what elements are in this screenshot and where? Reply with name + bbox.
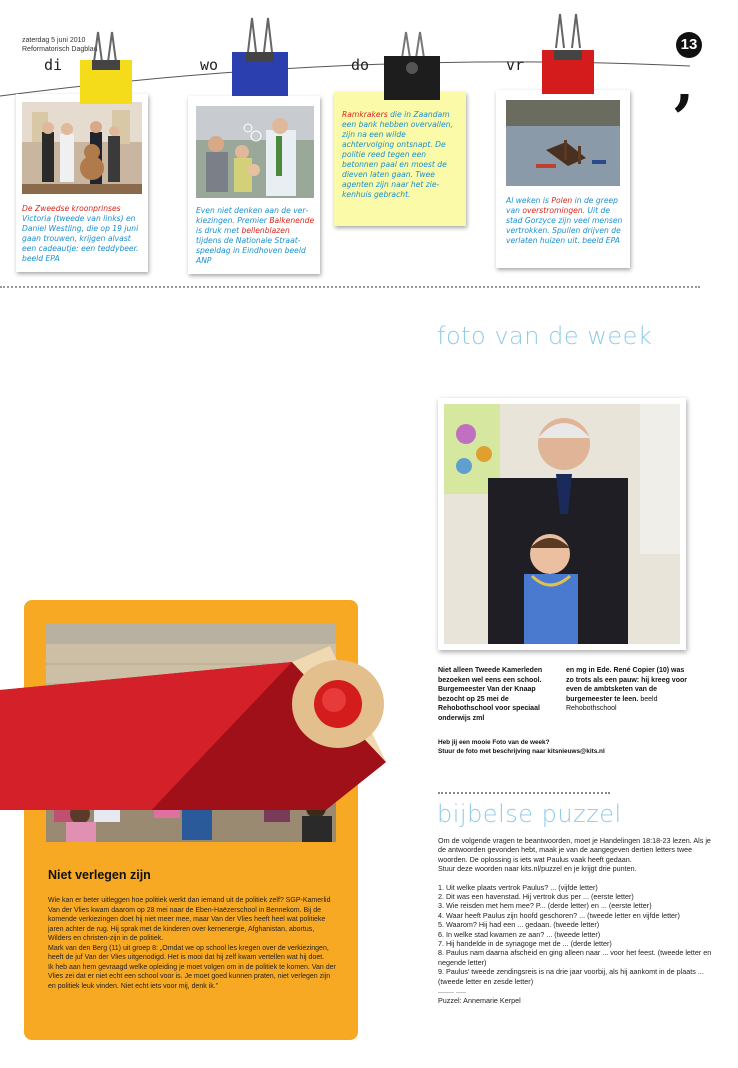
- puzzle-question: 5. Waarom? Hij had een ... gedaan. (tweede letter): [438, 920, 600, 930]
- news-card-di: [16, 94, 148, 272]
- news-photo-bubble-blowing: [196, 106, 314, 198]
- puzzle-question: 1. Uit welke plaats vertrok Paulus? ... (vijfde letter): [438, 882, 598, 892]
- puzzle-divider: [438, 792, 610, 794]
- clothespin-blue-icon: [230, 12, 290, 104]
- caption-highlight: Polen: [551, 196, 573, 205]
- photo-credit: beeld Rehobothschool: [566, 695, 658, 712]
- foto-van-de-week-photo: [444, 404, 680, 644]
- story-paragraph: Mark van den Berg (11) uit groep 8: „Omdat we op school les kregen over de verkiezingen, heeft de juf Van der Vlies uitgenodigd. Het is mooi dat hij zelf kwam vertellen wat hij doet.: [48, 944, 329, 961]
- puzzle-intro: Om de volgende vragen te beantwoorden, moet je Handelingen 18:18-23 lezen. Als je de antwoorden gevonden hebt, maak je van de aangegeven dertien letters twee woorden. De oplossing is iets wat Paulus vaak heeft gedaan.: [438, 836, 711, 864]
- page-number-badge: 13: [676, 32, 702, 58]
- caption-text: Al weken is: [506, 196, 552, 205]
- foto-van-de-week-title: foto van de week: [437, 322, 653, 350]
- caption-bold-text: Niet alleen Tweede Kamerleden bezoeken wel eens een school. Burgemeester Van der Knaap bezocht op 25 mei de Rehobothschool voor speciaal onderwijs zml: [438, 667, 543, 722]
- submission-line-2: Stuur de foto met beschrijving naar kitsnieuws@kits.nl: [438, 748, 605, 755]
- story-paragraph: Ik heb aan hem gevraagd welke opleiding je moet volgen om in de politiek te komen. Van der Vlies zei dat er niet echt een school voor is. Je moet goed kunnen praten, niet verlegen zijn en politiek leuk vinden. Niet echt iets voor mij, denk ik.”: [48, 963, 336, 990]
- news-caption-vr: [506, 196, 624, 246]
- caption-text: is druk met: [196, 226, 242, 235]
- news-caption-do: [342, 110, 460, 200]
- puzzle-question: 7. Hij handelde in de synagoge met de ... (derde letter): [438, 939, 612, 949]
- foto-caption-right: [566, 666, 690, 714]
- caption-highlight: Zweedse kroonprinses: [34, 204, 121, 213]
- news-card-wo: [188, 96, 320, 274]
- puzzle-send: Stuur deze woorden naar kits.nl/puzzel en je krijgt drie punten.: [438, 864, 637, 874]
- section-divider: [0, 286, 700, 288]
- clothespin-yellow-icon: [78, 28, 134, 110]
- puzzle-question: 8. Paulus nam daarna afscheid en ging alleen naar ... voor het feest. (tweede letter en negende letter): [438, 948, 712, 967]
- news-note-do: [334, 92, 466, 226]
- header-paper: Reformatorisch Dagblad: [22, 46, 98, 53]
- bijbelse-puzzel-title: bijbelse puzzel: [437, 800, 622, 828]
- puzzle-question: 2. Dit was een havenstad. Hij vertrok dus per ... (eerste letter): [438, 892, 634, 902]
- puzzle-question: 3. Wie reisden met hem mee? P... (derde letter) en ... (eerste letter): [438, 901, 652, 911]
- clothespin-red-icon: [540, 8, 596, 100]
- caption-text: in de greep van: [506, 196, 618, 215]
- caption-text: . Uit de stad Gorzyce zijn veel mensen vertrokken. Spullen drijven de verlaten huizen uit. beeld EPA: [506, 206, 623, 245]
- news-caption-di: [22, 204, 144, 264]
- caption-text: De: [22, 204, 35, 213]
- day-label-do: do: [351, 56, 370, 74]
- school-story-headline: Niet verlegen zijn: [48, 868, 151, 882]
- puzzle-credit: Puzzel: Annemarie Kerpel: [438, 995, 521, 1005]
- submission-line-1: Heb jij een mooie Foto van de week?: [438, 739, 550, 746]
- caption-text: Even niet denken aan de verkiezingen. Premier: [196, 206, 309, 225]
- puzzle-question: 4. Waar heeft Paulus zijn hoofd geschoren? ... (tweede letter en vijfde letter): [438, 910, 680, 920]
- day-label-wo: wo: [200, 56, 219, 74]
- day-label-vr: vr: [506, 56, 525, 74]
- caption-text: tijdens de Nationale Straatspeeldag in Eindhoven beeld ANP: [196, 236, 306, 265]
- puzzle-question: 6. In welke stad kwamen ze aan? ... (tweede letter): [438, 929, 601, 939]
- caption-highlight: bellenblazen: [241, 226, 290, 235]
- school-story-body: [48, 896, 338, 991]
- caption-highlight: Ramkrakers: [342, 110, 388, 119]
- caption-highlight: Balkenende: [269, 216, 315, 225]
- red-pencil-illustration: [0, 330, 400, 810]
- puzzle-question: 9. Paulus’ tweede zendingsreis is na drie jaar voorbij, als hij aankomt in de plaats ... (tweede letter en zesde letter): [438, 967, 704, 986]
- day-label-di: di: [44, 56, 63, 74]
- foto-van-de-week-frame: [438, 398, 686, 650]
- news-photo-flood: [506, 100, 620, 186]
- caption-highlight: overstromingen: [522, 206, 583, 215]
- news-card-vr: [496, 90, 630, 268]
- header-date: zaterdag 5 juni 2010: [22, 37, 86, 44]
- caption-text: Victoria (tweede van links) en Daniel Westling, die op 19 juni gaan trouwen, krijgen alvast een cadeautje: een teddybeer. beeld EPA: [22, 214, 139, 263]
- puzzle-answer-blank: ........ .....: [438, 986, 466, 996]
- clothespin-black-icon: [380, 28, 444, 102]
- puzzle-body: [438, 836, 716, 1005]
- caption-bold-text: en mg in Ede. René Copier (10) was zo trots als een pauw: hij kreeg voor even de ambtsketen van de burgemeester te leen.: [566, 667, 687, 703]
- news-photo-royal-couple: [22, 102, 142, 194]
- foto-submission-call: [438, 738, 698, 756]
- news-caption-wo: [196, 206, 316, 266]
- story-paragraph: Wie kan er beter uitleggen hoe politiek werkt dan iemand uit de politiek zelf? SGP-Kamerlid Van der Vlies kwam daarom op 28 mei naar de Eben-Haëzerschool in Bennekom. Bij de komende verkiezingen doet hij niet meer mee, maar Van der Vlies heeft heel wat politieke jaren achter de rug. Hij sprak met de kinderen over kernenergie, Afghanistan, abortus, Wilders en christen-zijn in de politiek.: [48, 897, 331, 942]
- foto-caption-left: [438, 666, 560, 723]
- caption-text: die in Zaandam een bank hebben overvallen, zijn na een wilde achtervolging ontsnapt. De politie reed tegen een betonnen paal en moest de dieven laten gaan. Twee agenten zijn naar het ziekenhuis gebracht.: [342, 110, 453, 199]
- comma-ornament-icon: ,: [674, 49, 695, 117]
